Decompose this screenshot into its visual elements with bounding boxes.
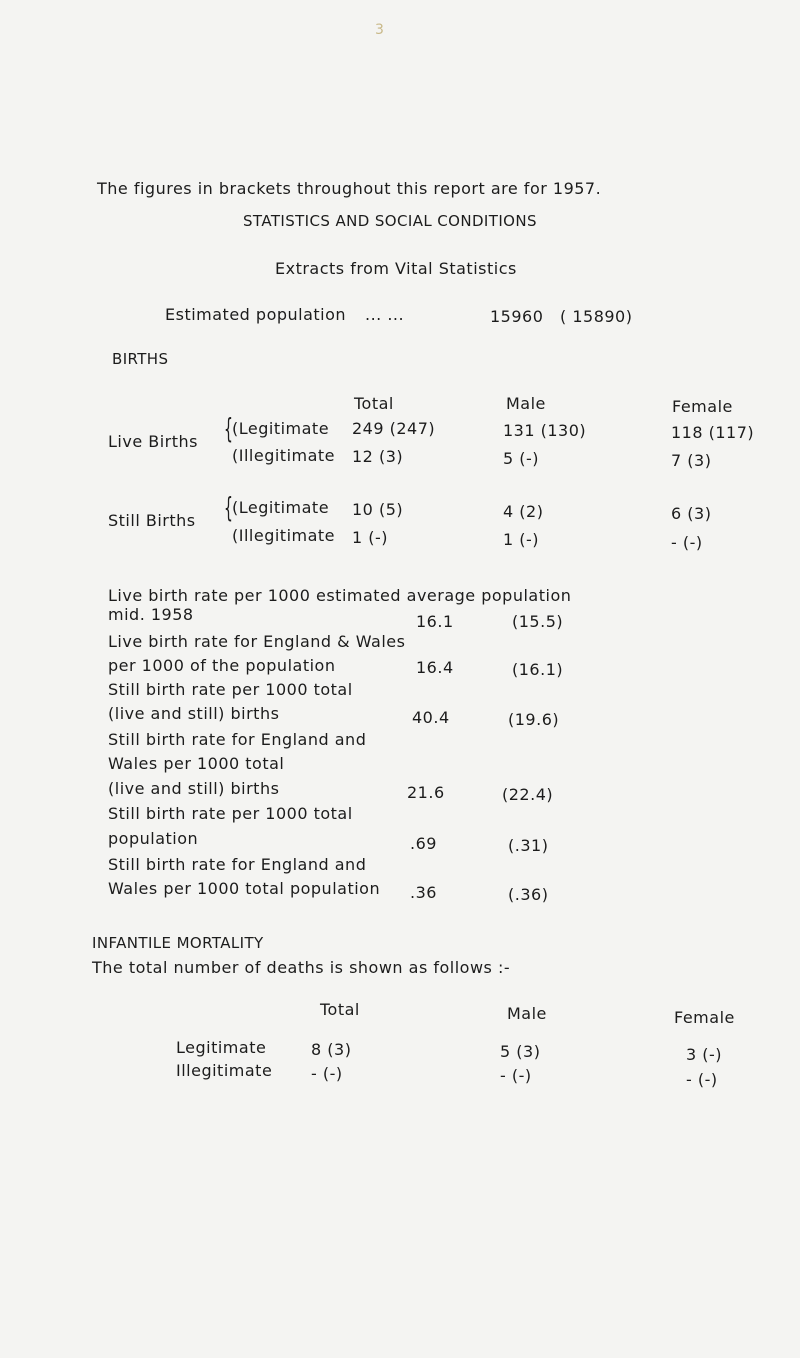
- rate-text: Live birth rate for England & Wales: [108, 632, 406, 651]
- rate-text: (live and still) births: [108, 779, 280, 798]
- births-col-total: Total: [354, 394, 394, 413]
- rate-value: 21.6: [407, 783, 445, 802]
- rate-text: population: [108, 829, 199, 848]
- rate-text: mid. 1958: [108, 605, 194, 624]
- infant-row-total: - (-): [311, 1064, 343, 1083]
- rate-prev: (22.4): [502, 785, 554, 804]
- infant-row-male: 5 (3): [500, 1042, 541, 1061]
- births-row-female: 7 (3): [671, 451, 712, 470]
- infant-col-female: Female: [674, 1008, 735, 1027]
- rate-text: (live and still) births: [108, 704, 280, 723]
- live-births-label: Live Births: [108, 432, 199, 451]
- births-row-male: 131 (130): [503, 421, 587, 440]
- population-dots: ... ...: [365, 305, 405, 324]
- births-row-female: - (-): [671, 533, 703, 552]
- intro-note: The figures in brackets throughout this report are for 1957.: [97, 179, 602, 198]
- births-row-label: (Legitimate: [232, 498, 330, 517]
- births-row-label: (Legitimate: [232, 419, 330, 438]
- rate-text: Still birth rate per 1000 total: [108, 680, 353, 699]
- rate-prev: (16.1): [512, 660, 564, 679]
- births-row-total: 1 (-): [352, 528, 389, 547]
- rate-prev: (.36): [508, 885, 549, 904]
- rate-text: per 1000 of the population: [108, 656, 336, 675]
- rate-text: Still birth rate for England and: [108, 855, 367, 874]
- infant-row-female: 3 (-): [686, 1045, 723, 1064]
- section-title: STATISTICS AND SOCIAL CONDITIONS: [243, 212, 537, 230]
- births-col-male: Male: [506, 394, 546, 413]
- still-births-label: Still Births: [108, 511, 196, 530]
- births-col-female: Female: [672, 397, 733, 416]
- rate-value: .36: [410, 883, 437, 902]
- births-row-total: 10 (5): [352, 500, 404, 519]
- page-mark: 3: [375, 22, 384, 38]
- live-births-brace: {: [224, 412, 233, 445]
- rate-prev: (15.5): [512, 612, 564, 631]
- infant-row-total: 8 (3): [311, 1040, 352, 1059]
- subtitle: Extracts from Vital Statistics: [275, 259, 517, 278]
- still-births-brace: {: [224, 491, 233, 524]
- rate-value: .69: [410, 834, 437, 853]
- births-heading: BIRTHS: [112, 350, 169, 368]
- infant-intro: The total number of deaths is shown as follows :-: [92, 958, 511, 977]
- births-row-female: 118 (117): [671, 423, 755, 442]
- births-row-total: 249 (247): [352, 419, 436, 438]
- infant-row-label: Illegitimate: [176, 1061, 273, 1080]
- births-row-male: 1 (-): [503, 530, 540, 549]
- births-row-male: 4 (2): [503, 502, 544, 521]
- infant-col-male: Male: [507, 1004, 547, 1023]
- rate-text: Wales per 1000 total population: [108, 879, 381, 898]
- infant-row-male: - (-): [500, 1066, 532, 1085]
- births-row-label: (Illegitimate: [232, 446, 336, 465]
- infant-row-female: - (-): [686, 1070, 718, 1089]
- rate-text: Wales per 1000 total: [108, 754, 285, 773]
- rate-prev: (.31): [508, 836, 549, 855]
- infant-heading: INFANTILE MORTALITY: [92, 934, 264, 952]
- rate-value: 16.1: [416, 612, 454, 631]
- rate-value: 40.4: [412, 708, 450, 727]
- infant-col-total: Total: [320, 1000, 360, 1019]
- rate-value: 16.4: [416, 658, 454, 677]
- births-row-female: 6 (3): [671, 504, 712, 523]
- births-row-total: 12 (3): [352, 447, 404, 466]
- infant-row-label: Legitimate: [176, 1038, 267, 1057]
- rate-text: Still birth rate per 1000 total: [108, 804, 353, 823]
- births-row-label: (Illegitimate: [232, 526, 336, 545]
- population-value: 15960: [490, 307, 544, 326]
- rate-text: Still birth rate for England and: [108, 730, 367, 749]
- births-row-male: 5 (-): [503, 449, 540, 468]
- population-prev: ( 15890): [560, 307, 633, 326]
- rate-text: Live birth rate per 1000 estimated average population: [108, 586, 572, 605]
- population-label: Estimated population: [165, 305, 347, 324]
- rate-prev: (19.6): [508, 710, 560, 729]
